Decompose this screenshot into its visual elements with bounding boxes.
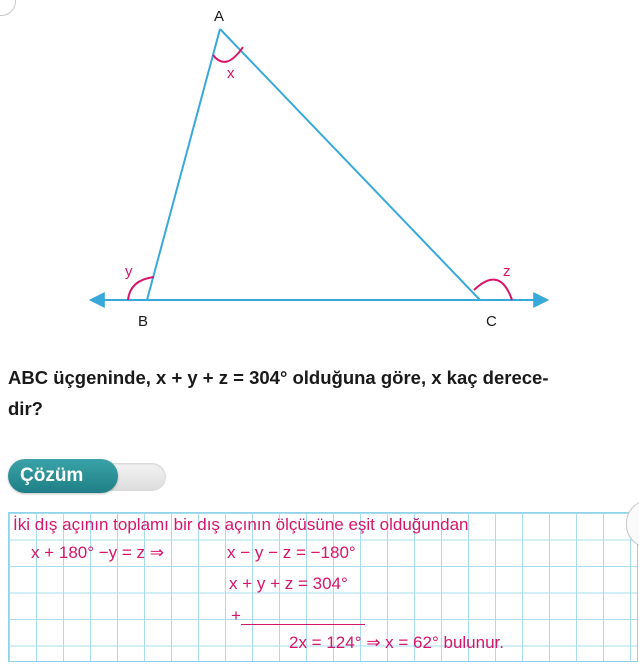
sum-rule	[241, 624, 365, 625]
angle-z-arc	[474, 280, 512, 300]
solution-equation-1: x − y − z = −180°	[227, 543, 356, 562]
solution-equation-2: x + y + z = 304°	[229, 574, 348, 593]
side-ab	[147, 29, 220, 300]
vertex-b-label: B	[138, 313, 149, 330]
angle-y-label: y	[125, 263, 133, 280]
solution-grid	[8, 512, 638, 662]
solution-equation-left: x + 180° −y = z ⇒	[31, 543, 165, 562]
vertex-c-label: C	[486, 313, 497, 330]
solution-result: 2x = 124° ⇒ x = 62° bulunur.	[289, 633, 504, 652]
cozum-badge	[8, 458, 163, 496]
solution-intro: İki dış açının toplamı bir dış açının ölçüsüne eşit olduğundan	[13, 515, 469, 534]
side-ac	[220, 29, 480, 300]
question-text	[8, 362, 634, 424]
plus-sign: +	[231, 606, 241, 625]
cozum-badge-label: Çözüm	[8, 459, 118, 493]
question-line-2: dir?	[8, 398, 43, 419]
angle-x-label: x	[227, 65, 235, 82]
question-line-1: ABC üçgeninde, x + y + z = 304° olduğuna göre, x kaç derece-	[8, 367, 549, 388]
angle-z-label: z	[503, 263, 511, 280]
vertex-a-label: A	[214, 8, 225, 25]
